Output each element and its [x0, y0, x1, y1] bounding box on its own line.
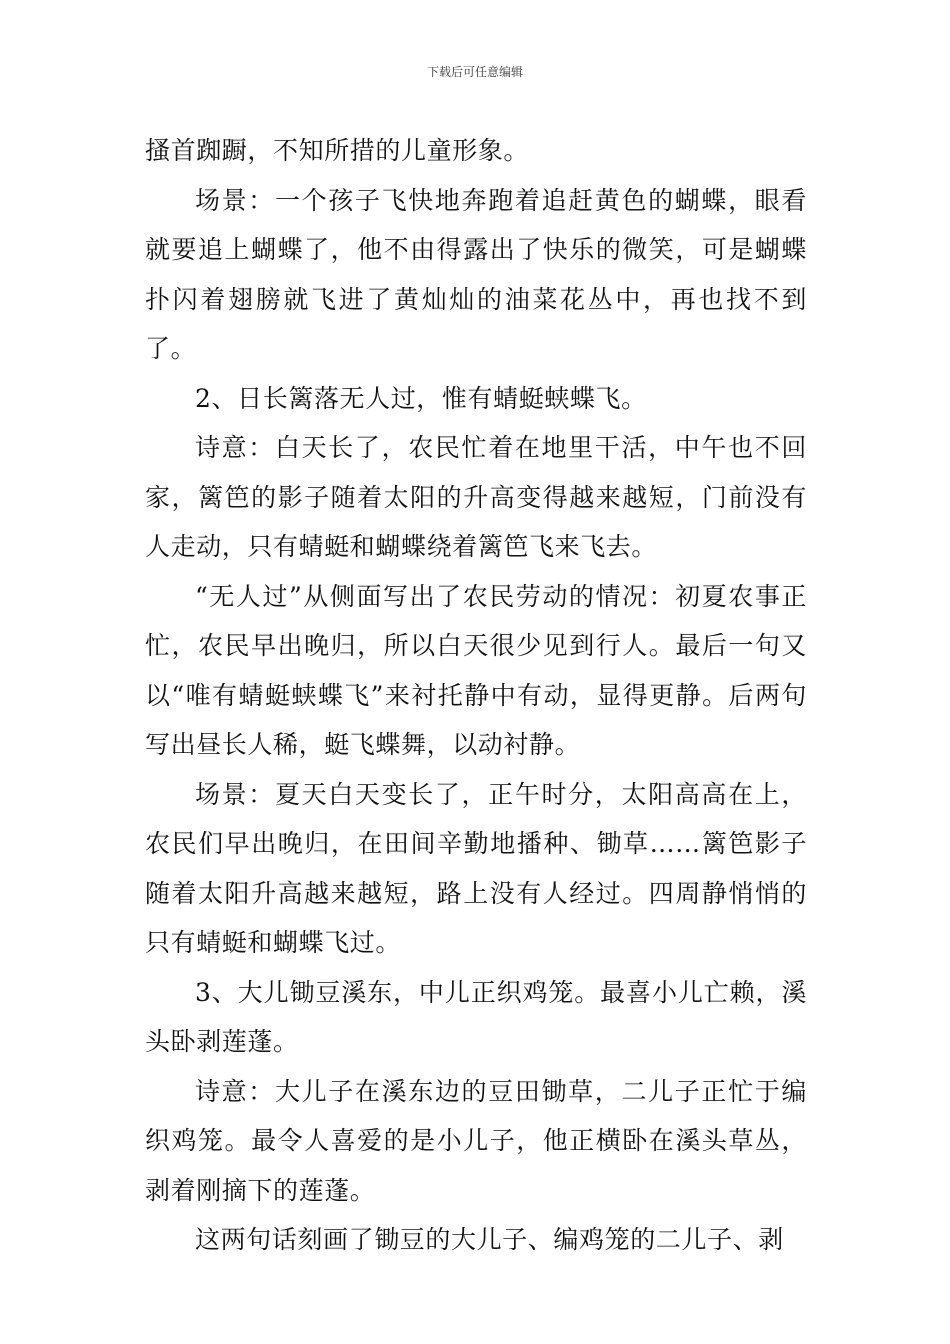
paragraph-9: 这两句话刻画了锄豆的大儿子、编鸡笼的二儿子、剥 [195, 1225, 784, 1254]
paragraph-5: “无人过”从侧面写出了农民劳动的情况：初夏农事正忙，农民早出晚归，所以白天很少见到行人。最后一句又以“唯有蜻蜓蛱蝶飞”来衬托静中有动，显得更静。后两句写出昼长人稀，蜓飞蝶舞，以动衬静。 [145, 581, 807, 759]
paragraph-1: 搔首踟蹰，不知所措的儿童形象。 [145, 136, 530, 165]
paragraph-8: 诗意：大儿子在溪东边的豆田锄草，二儿子正忙于编织鸡笼。最令人喜爱的是小儿子，他正横卧在溪头草丛，剥着刚摘下的莲蓬。 [145, 1076, 807, 1205]
paragraph-7: 3、大儿锄豆溪东，中儿正织鸡笼。最喜小儿亡赖，溪头卧剥莲蓬。 [145, 977, 807, 1056]
paragraph-6: 场景：夏天白天变长了，正午时分，太阳高高在上，农民们早出晚归，在田间辛勤地播种、锄草……篱笆影子随着太阳升高越来越短，路上没有人经过。四周静悄悄的只有蜻蜓和蝴蝶飞过。 [145, 779, 807, 957]
document-body [145, 126, 807, 1265]
paragraph-4: 诗意：白天长了，农民忙着在地里干活，中午也不回家，篱笆的影子随着太阳的升高变得越来越短，门前没有人走动，只有蜻蜓和蝴蝶绕着篱笆飞来飞去。 [145, 433, 807, 561]
paragraph-2: 场景：一个孩子飞快地奔跑着追赶黄色的蝴蝶，眼看就要追上蝴蝶了，他不由得露出了快乐的微笑，可是蝴蝶扑闪着翅膀就飞进了黄灿灿的油菜花丛中，再也找不到了。 [145, 185, 807, 363]
paragraph-3: 2、日长篱落无人过，惟有蜻蜓蛱蝶飞。 [195, 383, 647, 413]
page-header-note: 下载后可任意编辑 [426, 65, 523, 79]
